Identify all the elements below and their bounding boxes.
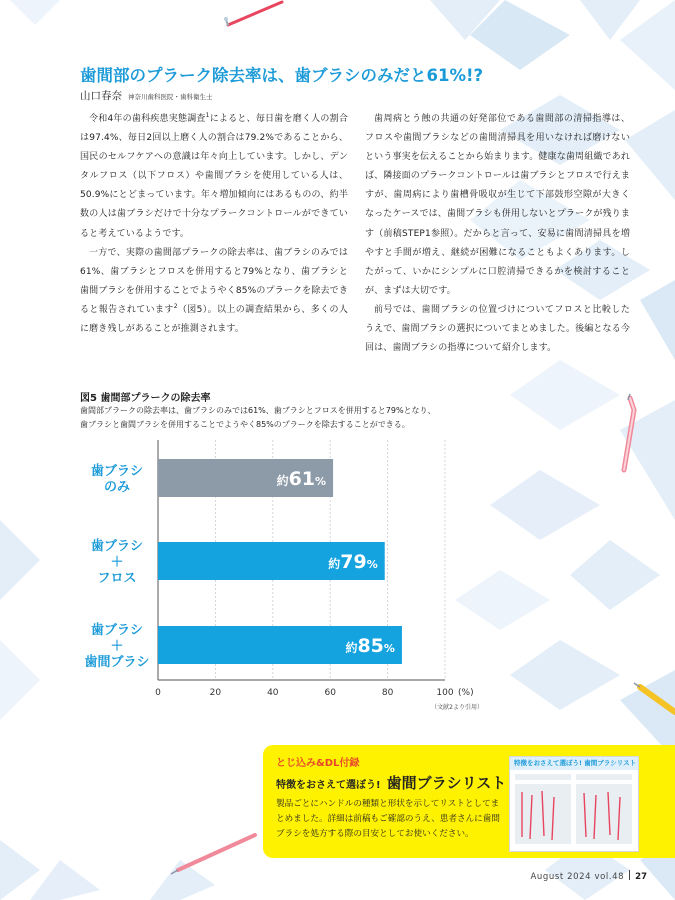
x-tick-label: 60 <box>324 688 336 698</box>
bar-value-label: 約79% <box>328 551 378 573</box>
bar-value-label: 約85% <box>345 635 395 657</box>
supplement-promo-box[interactable] <box>263 745 675 858</box>
supplement-description: 製品ごとにハンドルの種類と形状を示してリストとしてま とめました。詳細は前稿もご確認のうえ、患者さんに歯間 ブラシを処方する際の目安としてお使いください。 <box>276 799 500 839</box>
figure-title: 図5 歯間部プラークの除去率 <box>80 393 211 404</box>
figure-caption: 歯間部プラークの除去率は、歯ブラシのみでは61%、歯ブラシとフロスを併用すると79%となり、 歯ブラシと歯間ブラシを併用することでようやく85%のプラークを除去することができる。 <box>80 406 436 429</box>
page-footer <box>530 870 647 882</box>
author-line <box>80 88 213 103</box>
category-label: ＋ <box>110 639 124 654</box>
body-paragraph: 歯周病とう蝕の共通の好発部位である歯間部の清掃指導は、フロスや歯間ブラシなどの歯間清掃具を用いなければ磨けないという事実を伝えることから始まります。健康な歯周組織であれば、隣接面のプラークコントロールは歯ブラシとフロスで行えますが、歯周病により歯槽骨吸収が生じて下部鼓形空隙が大きくなったケースでは、歯間ブラシも併用しないとプラークが残ります（前稿STEP1参照）。だからと言って、安易に歯間清掃具を増やすと手間が増え、継続が困難になることもよくあります。したがって、いかにシンプルに口腔清掃できるかを検討することが、まずは大切です。 <box>365 114 630 296</box>
body-paragraph: 令和4年の歯科疾患実態調査$^1$によると、毎日歯を磨く人の割合は97.4%、毎日2回以上磨く人の割合は79.2%であることから、国民のセルフケアへの意識は年々向上しています。しかし、デンタルフロス（以下フロス）や歯間ブラシを使用している人は、50.9%にとどまっています。年々増加傾向にはあるものの、約半数の人は歯ブラシだけで十分なプラークコントロールができていると考えているようです。 <box>80 112 348 239</box>
body-column-right <box>365 110 630 358</box>
x-tick-label: 40 <box>267 688 279 698</box>
issue-volume: vol.48 <box>594 872 625 882</box>
x-tick-label: 20 <box>209 688 222 698</box>
body-column-left <box>80 110 348 339</box>
body-paragraph: 前号では、歯間ブラシの位置づけについてフロスと比較したうえで、歯間ブラシの選択についてまとめました。後編となる今回は、歯間ブラシの指導について紹介します。 <box>365 304 630 354</box>
category-label: のみ <box>103 480 131 495</box>
reference-marker: 2 <box>173 302 178 310</box>
reference-marker: 1 <box>205 112 210 119</box>
body-paragraph: 一方で、実際の歯間部プラークの除去率は、歯ブラシのみでは61%、歯ブラシとフロスを併用すると79%となり、歯ブラシと歯間ブラシを併用することでようやく85%のプラークを除去できると報告されています$^2$（図5）。以上の調査結果から、多くの人に磨き残しがあることが推測されます。 <box>80 247 348 335</box>
issue-date: August 2024 <box>530 872 592 882</box>
x-axis-unit: (%) <box>458 688 474 698</box>
supplement-thumbnail[interactable] <box>509 756 639 852</box>
x-tick-label: 0 <box>155 688 161 698</box>
page-number: 27 <box>635 872 647 882</box>
category-label: フロス <box>97 571 137 586</box>
supplement-title: 歯間ブラシリスト <box>386 774 507 792</box>
plaque-removal-bar-chart <box>60 440 490 715</box>
author-role: 神奈川歯科医院・歯科衛生士 <box>128 93 213 101</box>
thumbnail-title: 特徴をおさえて選ぼう! 歯間ブラシリスト <box>514 759 637 767</box>
supplement-tag: とじ込み&DL付録 <box>276 758 360 769</box>
source-note: （文献2より引用） <box>431 704 483 711</box>
category-label: 歯間ブラシ <box>84 655 150 670</box>
category-label: ＋ <box>110 555 124 570</box>
category-label: 歯ブラシ <box>90 464 144 479</box>
x-tick-label: 100 <box>436 688 454 698</box>
thumbnail-preview-graphic <box>510 757 638 851</box>
x-tick-label: 80 <box>381 688 394 698</box>
author-name: 山口春奈 <box>80 90 122 102</box>
supplement-heading: 特徴をおさえて選ぼう! 歯間ブラシリスト <box>276 774 507 792</box>
category-label: 歯ブラシ <box>90 623 144 638</box>
article-title: 歯間部のプラーク除去率は、歯ブラシのみだと61%!? <box>80 66 484 85</box>
category-label: 歯ブラシ <box>90 539 144 554</box>
bar-value-label: 約61% <box>276 468 327 490</box>
